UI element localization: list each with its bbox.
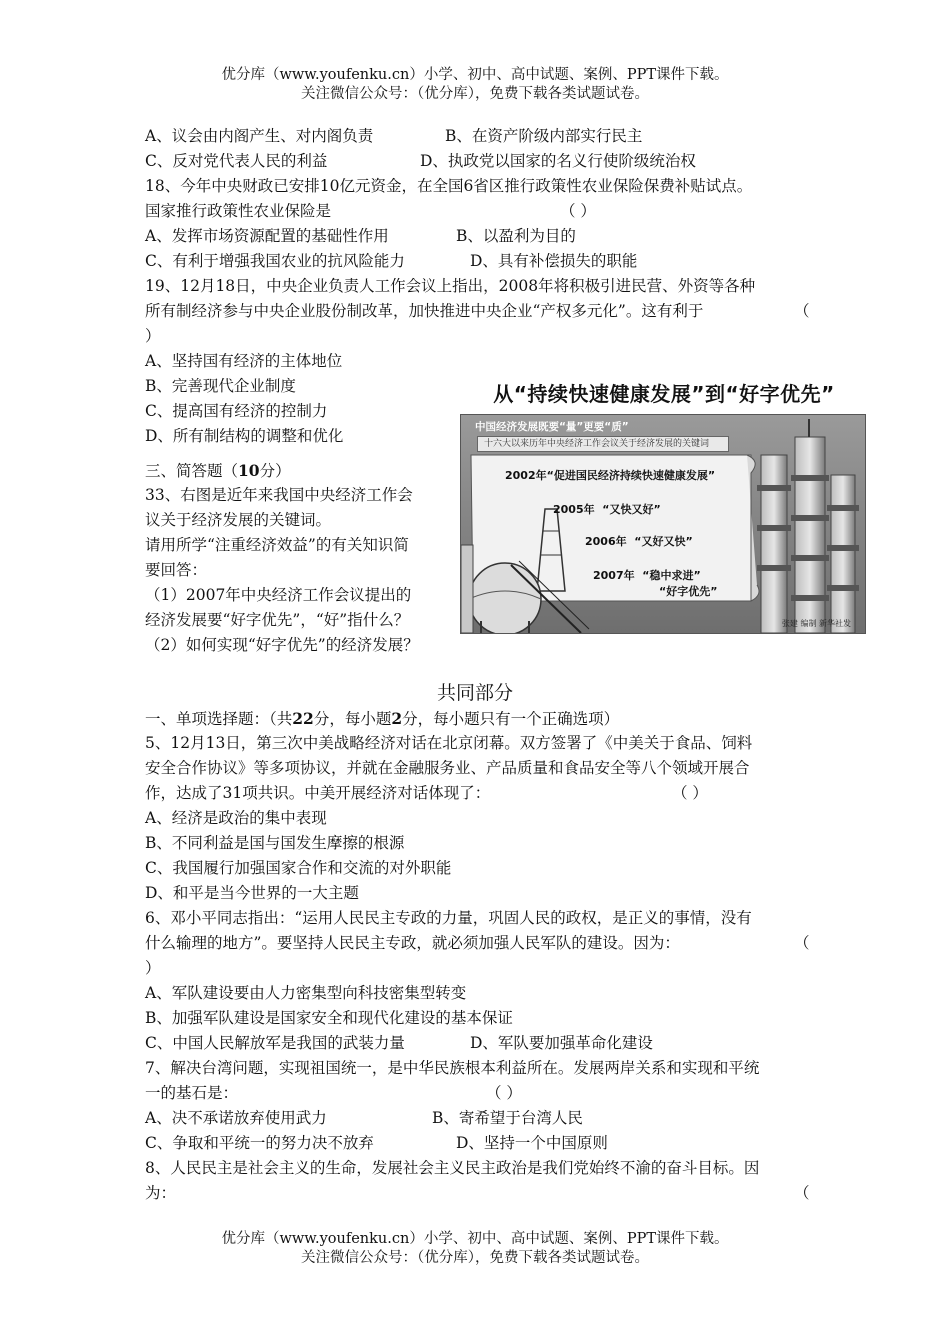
q6-paren-close: ） [145,959,161,977]
page-footer [0,1230,950,1268]
q18-stem-line-2: 国家推行政策性农业保险是 [145,202,332,220]
figure-item-2005: 2005年 “又快又好” [553,503,661,516]
q6-option-c: C、中国人民解放军是我国的武装力量 [145,1034,405,1052]
q5-stem-line-1: 5、12月13日，第三次中美战略经济对话在北京闭幕。双方签署了《中美关于食品、饲料 [145,734,753,752]
common-section-intro: 一、单项选择题：（共22分，每小题2分，每小题只有一个正确选项） [145,709,620,728]
q19-option-b: B、完善现代企业制度 [145,377,296,395]
q19-option-a: A、坚持国有经济的主体地位 [145,352,343,370]
q17-option-c: C、反对党代表人民的利益 [145,152,328,170]
q7-option-a: A、决不承诺放弃使用武力 [145,1109,327,1127]
q8-stem-line-2: 为： [145,1184,177,1202]
q33-line-2: 议关于经济发展的关键词。 [145,511,332,529]
q5-option-a: A、经济是政治的集中表现 [145,809,327,827]
q6-option-b: B、加强军队建设是国家安全和现代化建设的基本保证 [145,1009,513,1027]
q8-stem-line-1: 8、人民民主是社会主义的生命，发展社会主义民主政治是我们党始终不渝的奋斗目标。因 [145,1159,760,1177]
section-3-title: 三、简答题（10分） [145,461,291,480]
figure-keyword-strip: 十六大以来历年中央经济工作会议关于经济发展的关键词 [477,436,729,452]
economic-keywords-figure [458,378,870,636]
q7-stem-line-2: 一的基石是： [145,1084,239,1102]
figure-item-2007-line-2: “好字优先” [659,585,718,598]
common-section-title: 共同部分 [436,682,513,704]
figure-item-2006: 2006年 “又好又快” [585,535,693,548]
q19-option-d: D、所有制结构的调整和优化 [145,427,344,445]
q7-answer-paren: （ ） [486,1084,522,1102]
q19-paren-close: ） [145,327,161,345]
figure-item-2007: 2007年 “稳中求进” [593,569,701,582]
q33-line-3: 请用所学“注重经济效益”的有关知识简 [145,536,409,554]
q19-option-c: C、提高国有经济的控制力 [145,402,328,420]
q18-stem-line-1: 18、今年中央财政已安排10亿元资金，在全国6省区推行政策性农业保险保费补贴试点。 [145,177,753,195]
q18-option-a: A、发挥市场资源配置的基础性作用 [145,227,389,245]
q5-stem-line-3: 作，达成了31项共识。中美开展经济对话体现了： [145,784,491,802]
footer-line-1: 优分库（www.youfenku.cn）小学、初中、高中试题、案例、PPT课件下载。 [221,1231,729,1247]
q18-answer-paren: （ ） [560,202,596,220]
q33-sub-2: （2）如何实现“好字优先”的经济发展？ [145,636,419,654]
figure-illustration [460,414,866,634]
q19-stem-line-1: 19、12月18日，中央企业负责人工作会议上指出，2008年将积极引进民营、外资等各种 [145,277,756,295]
q6-option-a: A、军队建设要由人力密集型向科技密集型转变 [145,984,467,1002]
q18-option-b: B、以盈利为目的 [456,227,576,245]
header-line-2: 关注微信公众号：（优分库），免费下载各类试题试卷。 [301,86,649,102]
q7-option-b: B、寄希望于台湾人民 [432,1109,583,1127]
q6-option-d: D、军队要加强革命化建设 [470,1034,653,1052]
header-line-1: 优分库（www.youfenku.cn）小学、初中、高中试题、案例、PPT课件下载。 [221,67,729,83]
q5-option-c: C、我国履行加强国家合作和交流的对外职能 [145,859,452,877]
q17-option-a: A、议会由内阁产生、对内阁负责 [145,127,374,145]
q6-stem-line-2: 什么输理的地方”。要坚持人民民主专政，就必须加强人民军队的建设。因为： [145,934,680,952]
figure-subtitle: 中国经济发展既要“量”更要“质” [475,421,629,433]
q5-stem-line-2: 安全合作协议》等多项协议，并就在金融服务业、产品质量和食品安全等八个领域开展合 [145,759,750,777]
q18-option-c: C、有利于增强我国农业的抗风险能力 [145,252,405,270]
q17-option-d: D、执政党以国家的名义行使阶级统治权 [420,152,696,170]
q33-sub-1-line-1: （1）2007年中央经济工作会议提出的 [145,586,412,604]
q6-paren-open: （ [794,934,810,952]
q7-option-c: C、争取和平统一的努力决不放弃 [145,1134,374,1152]
footer-line-2: 关注微信公众号：（优分库），免费下载各类试题试卷。 [301,1250,649,1266]
figure-item-2002: 2002年“促进国民经济持续快速健康发展” [505,469,716,482]
q5-answer-paren: （ ） [672,784,708,802]
q5-option-b: B、不同利益是国与国发生摩擦的根源 [145,834,405,852]
figure-title: 从“持续快速健康发展”到“好字优先” [493,382,835,406]
q33-sub-1-line-2: 经济发展要“好字优先”，“好”指什么？ [145,611,410,629]
q19-paren-open: （ [794,302,810,320]
q7-stem-line-1: 7、解决台湾问题，实现祖国统一，是中华民族根本利益所在。发展两岸关系和实现和平统 [145,1059,760,1077]
q5-option-d: D、和平是当今世界的一大主题 [145,884,359,902]
q33-line-1: 33、右图是近年来我国中央经济工作会 [145,486,413,504]
q7-option-d: D、坚持一个中国原则 [456,1134,608,1152]
q18-option-d: D、具有补偿损失的职能 [470,252,638,270]
q17-option-b: B、在资产阶级内部实行民主 [445,127,643,145]
page-header [0,66,950,104]
q33-line-4: 要回答： [145,561,208,579]
q19-stem-line-2: 所有制经济参与中央企业股份制改革，加快推进中央企业“产权多元化”。这有利于 [145,302,704,320]
q8-paren-open: （ [794,1184,810,1202]
figure-credit: 张建 编制 新华社发 [781,619,851,628]
q6-stem-line-1: 6、邓小平同志指出：“运用人民民主专政的力量，巩固人民的政权，是正义的事情，没有 [145,909,752,927]
